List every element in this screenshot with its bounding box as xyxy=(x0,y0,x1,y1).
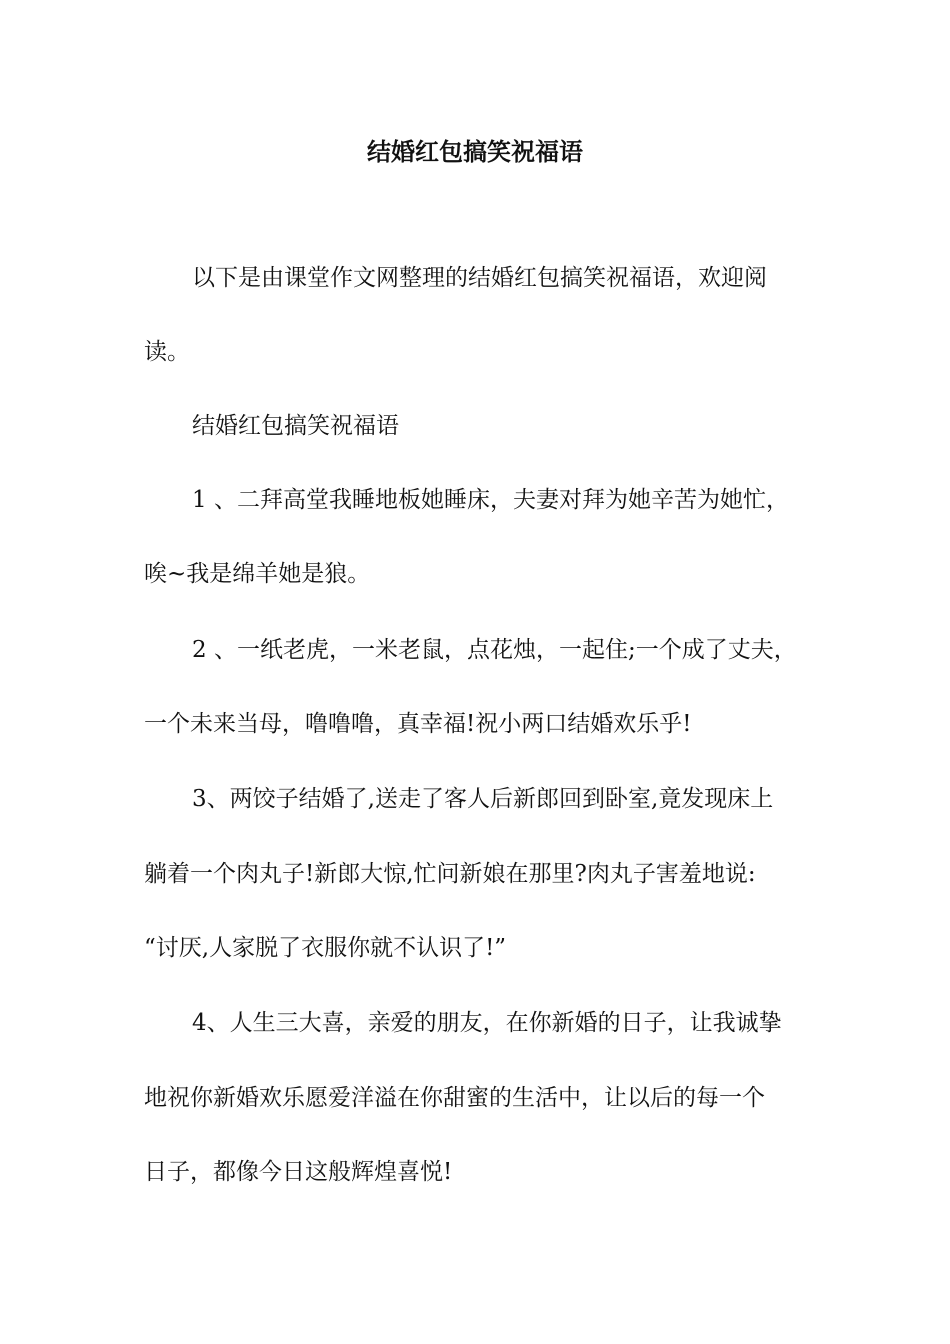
item-1-line-2: 唉~我是绵羊她是狼。 xyxy=(144,561,371,587)
item-3-line-3: “讨厌,人家脱了衣服你就不认识了!” xyxy=(144,935,507,961)
item-2-line-1: 2 、一纸老虎，一米老鼠，点花烛，一起住;一个成了丈夫， xyxy=(192,637,797,663)
item-1-line-1: 1 、二拜高堂我睡地板她睡床，夫妻对拜为她辛苦为她忙， xyxy=(192,487,789,513)
item-2-line-2: 一个未来当母，噜噜噜，真幸福!祝小两口结婚欢乐乎! xyxy=(144,711,692,737)
document-title: 结婚红包搞笑祝福语 xyxy=(367,137,583,166)
paragraph-intro-line-2: 读。 xyxy=(144,339,190,365)
item-3-line-1: 3、两饺子结婚了,送走了客人后新郎回到卧室,竟发现床上 xyxy=(192,786,774,812)
item-3-line-2: 躺着一个肉丸子!新郎大惊,忙问新娘在那里?肉丸子害羞地说: xyxy=(144,861,756,887)
item-4-line-1: 4、人生三大喜，亲爱的朋友，在你新婚的日子，让我诚挚 xyxy=(192,1010,782,1036)
item-4-line-2: 地祝你新婚欢乐愿爱洋溢在你甜蜜的生活中，让以后的每一个 xyxy=(144,1085,765,1111)
item-4-line-3: 日子，都像今日这般辉煌喜悦! xyxy=(144,1159,453,1185)
paragraph-intro-line-1: 以下是由课堂作文网整理的结婚红包搞笑祝福语，欢迎阅 xyxy=(192,265,767,291)
section-heading: 结婚红包搞笑祝福语 xyxy=(192,413,399,439)
